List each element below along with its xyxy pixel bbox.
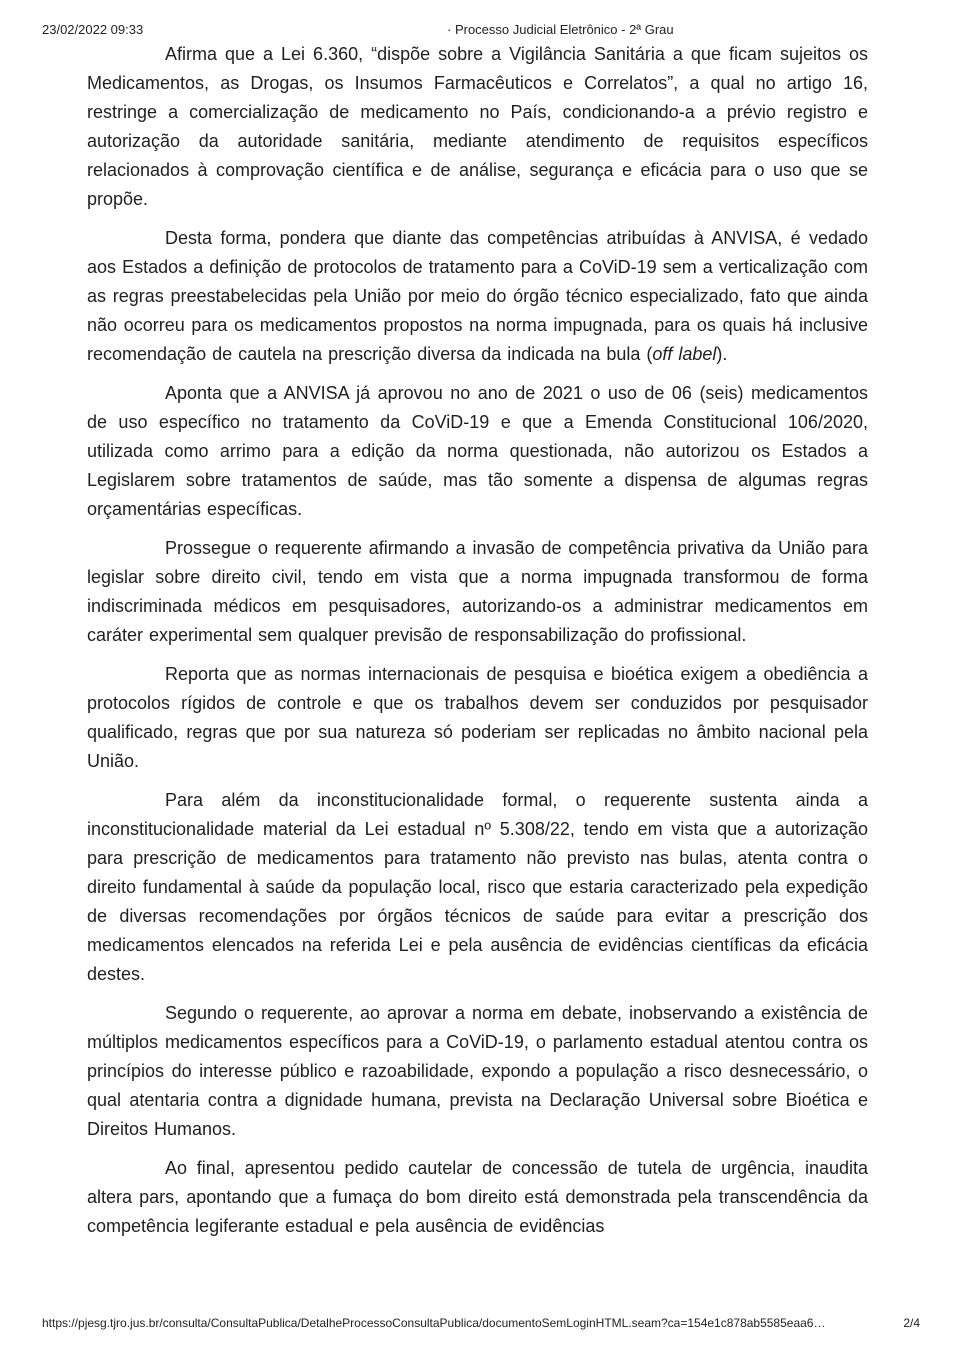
print-datetime: 23/02/2022 09:33: [42, 22, 144, 37]
italic-text: off label: [652, 344, 717, 364]
paragraph: [87, 1154, 868, 1241]
document-title: · Processo Judicial Eletrônico - 2ª Grau: [447, 22, 674, 37]
document-body: [87, 40, 868, 1251]
paragraph: [87, 786, 868, 989]
text-segment: Para além da inconstitucionalidade formal, o requerente sustenta ainda a inconstitucionalidade material da Lei estadual nº 5.308/22, tendo em vista que a autorização para prescrição de medicamentos para tratamento não previsto nas bulas, atenta contra o direito fundamental à saúde da população local, risco que estaria caracterizado pela expedição de diversas recomendações por órgãos técnicos de saúde para evitar a prescrição dos medicamentos elencados na referida Lei e pela ausência de evidências científicas da eficácia destes.: [87, 790, 868, 984]
page-indicator: 2/4: [903, 1316, 920, 1330]
text-segment: Reporta que as normas internacionais de pesquisa e bioética exigem a obediência a protocolos rígidos de controle e que os trabalhos devem ser conduzidos por pesquisador qualificado, regras que por sua natureza só poderiam ser replicadas no âmbito nacional pela União.: [87, 664, 868, 771]
paragraph: [87, 999, 868, 1144]
text-segment: Prossegue o requerente afirmando a invasão de competência privativa da União para legislar sobre direito civil, tendo em vista que a norma impugnada transformou de forma indiscriminada médicos em pesquisadores, autorizando-os a administrar medicamentos em caráter experimental sem qualquer previsão de responsabilização do profissional.: [87, 538, 868, 645]
text-segment: Afirma que a Lei 6.360, “dispõe sobre a Vigilância Sanitária a que ficam sujeitos os Medicamentos, as Drogas, os Insumos Farmacêuticos e Correlatos”, a qual no artigo 16, restringe a comercialização de medicamento no País, condicionando-a a prévio registro e autorização da autoridade sanitária, mediante atendimento de requisitos específicos relacionados à comprovação científica e de análise, segurança e eficácia para o uso que se propõe.: [87, 44, 868, 209]
text-segment: Desta forma, pondera que diante das competências atribuídas à ANVISA, é vedado aos Estados a definição de protocolos de tratamento para a CoViD-19 sem a verticalização com as regras preestabelecidas pela União por meio do órgão técnico especializado, fato que ainda não ocorreu para os medicamentos propostos na norma impugnada, para os quais há inclusive recomendação de cautela na prescrição diversa da indicada na bula (: [87, 228, 868, 364]
paragraph: [87, 660, 868, 776]
paragraph: [87, 379, 868, 524]
print-header: [0, 22, 960, 40]
paragraph: [87, 534, 868, 650]
print-footer: [0, 1316, 960, 1332]
text-segment: ).: [716, 344, 728, 364]
paragraph: [87, 40, 868, 214]
paragraph: [87, 224, 868, 369]
source-url: https://pjesg.tjro.jus.br/consulta/ConsultaPublica/DetalheProcessoConsultaPublica/documentoSemLoginHTML.seam?ca=154e1c878ab5585eaa6…: [42, 1316, 826, 1330]
text-segment: Aponta que a ANVISA já aprovou no ano de 2021 o uso de 06 (seis) medicamentos de uso específico no tratamento da CoViD-19 e que a Emenda Constitucional 106/2020, utilizada como arrimo para a edição da norma questionada, não autorizou os Estados a Legislarem sobre tratamentos de saúde, mas tão somente a dispensa de algumas regras orçamentárias específicas.: [87, 383, 868, 519]
text-segment: Segundo o requerente, ao aprovar a norma em debate, inobservando a existência de múltiplos medicamentos específicos para a CoViD-19, o parlamento estadual atentou contra os princípios do interesse público e razoabilidade, expondo a população a risco desnecessário, o qual atentaria contra a dignidade humana, prevista na Declaração Universal sobre Bioética e Direitos Humanos.: [87, 1003, 868, 1139]
text-segment: Ao final, apresentou pedido cautelar de concessão de tutela de urgência, inaudita altera pars, apontando que a fumaça do bom direito está demonstrada pela transcendência da competência legiferante estadual e pela ausência de evidências: [87, 1158, 868, 1236]
